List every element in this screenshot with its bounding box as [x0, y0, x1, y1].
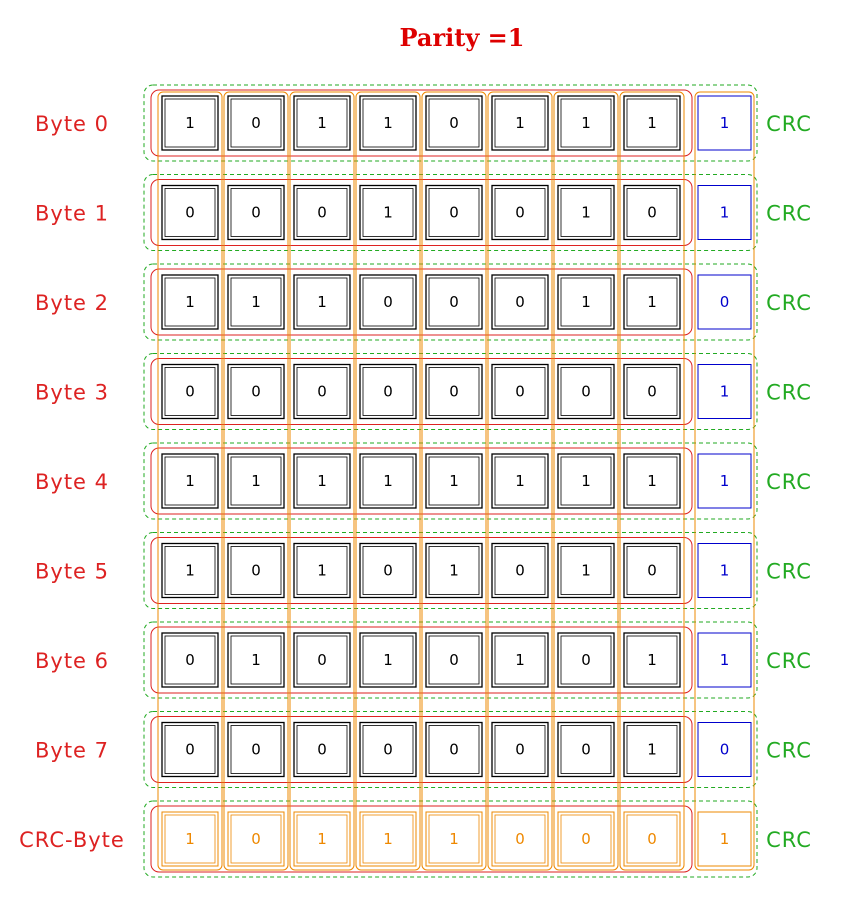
- crc-label: CRC: [766, 828, 812, 852]
- bit-value: 0: [581, 740, 591, 759]
- bit-value: 0: [515, 203, 525, 222]
- bit-value: 0: [251, 561, 261, 580]
- crc-label: CRC: [766, 649, 812, 673]
- bit-value: 0: [647, 830, 657, 848]
- bit-value: 1: [251, 472, 261, 490]
- bit-grid: [19, 85, 812, 877]
- bit-value: 0: [581, 382, 591, 401]
- crc-label: CRC: [766, 380, 812, 405]
- bit-value: 0: [515, 561, 525, 580]
- bit-value: 1: [647, 651, 657, 669]
- bit-value: 0: [383, 293, 393, 311]
- bit-value: 0: [515, 740, 525, 759]
- bit-value: 0: [317, 740, 327, 759]
- row-label: Byte 3: [34, 380, 110, 405]
- bit-value: 0: [449, 382, 459, 401]
- bit-value: 0: [251, 830, 261, 848]
- bit-value: 0: [317, 651, 327, 669]
- bit-value: 1: [185, 830, 195, 848]
- bit-value: 1: [581, 561, 591, 580]
- row-label: Byte 1: [34, 201, 110, 226]
- crc-value: 0: [719, 293, 730, 311]
- bit-value: 1: [383, 472, 393, 490]
- crc-value: 1: [719, 382, 730, 401]
- crc-value: 1: [719, 830, 730, 848]
- diagram-title: Parity =1: [399, 23, 525, 52]
- bit-value: 0: [449, 651, 459, 669]
- crc-value: 1: [719, 651, 730, 669]
- bit-value: 0: [515, 293, 525, 311]
- row-label: Byte 5: [34, 559, 110, 584]
- bit-value: 1: [449, 472, 459, 490]
- bit-value: 0: [515, 830, 525, 848]
- bit-value: 0: [515, 382, 525, 401]
- row-label: CRC-Byte: [19, 828, 125, 852]
- bit-value: 0: [449, 203, 459, 222]
- crc-label: CRC: [766, 738, 812, 763]
- bit-value: 0: [185, 382, 195, 401]
- bit-value: 0: [647, 561, 657, 580]
- bit-value: 1: [383, 830, 393, 848]
- row-label: Byte 7: [34, 738, 110, 763]
- bit-value: 1: [449, 561, 459, 580]
- bit-value: 0: [317, 382, 327, 401]
- bit-value: 1: [581, 293, 591, 311]
- bit-value: 0: [251, 740, 261, 759]
- bit-value: 1: [647, 293, 657, 311]
- bit-value: 0: [251, 114, 261, 132]
- bit-value: 0: [185, 203, 195, 222]
- bit-value: 1: [581, 472, 591, 490]
- bit-value: 0: [185, 651, 195, 669]
- bit-value: 0: [251, 203, 261, 222]
- row-label: Byte 6: [34, 649, 110, 673]
- bit-value: 1: [515, 114, 525, 132]
- crc-label: CRC: [766, 112, 812, 136]
- bit-value: 0: [383, 740, 393, 759]
- bit-value: 1: [185, 472, 195, 490]
- bit-value: 1: [449, 830, 459, 848]
- bit-value: 1: [251, 651, 261, 669]
- bit-value: 0: [317, 203, 327, 222]
- bit-value: 1: [317, 561, 327, 580]
- bit-value: 1: [317, 114, 327, 132]
- bit-value: 1: [251, 293, 261, 311]
- bit-value: 1: [647, 740, 657, 759]
- bit-value: 1: [515, 472, 525, 490]
- crc-value: 1: [719, 561, 730, 580]
- bit-value: 0: [251, 382, 261, 401]
- bit-value: 1: [581, 203, 591, 222]
- bit-value: 0: [185, 740, 195, 759]
- bit-value: 1: [647, 472, 657, 490]
- bit-value: 1: [185, 561, 195, 580]
- byte-row: [19, 801, 812, 877]
- crc-value: 1: [719, 472, 730, 490]
- bit-value: 1: [383, 651, 393, 669]
- bit-value: 1: [515, 651, 525, 669]
- bit-value: 1: [581, 114, 591, 132]
- row-label: Byte 4: [34, 470, 110, 494]
- bit-value: 1: [647, 114, 657, 132]
- row-label: Byte 0: [34, 112, 110, 136]
- crc-value: 1: [719, 203, 730, 222]
- bit-value: 1: [185, 293, 195, 311]
- bit-value: 0: [383, 382, 393, 401]
- crc-value: 0: [719, 740, 730, 759]
- row-label: Byte 2: [34, 291, 110, 315]
- crc-label: CRC: [766, 201, 812, 226]
- bit-value: 0: [383, 561, 393, 580]
- bit-value: 0: [647, 203, 657, 222]
- crc-value: 1: [719, 114, 730, 132]
- crc-label: CRC: [766, 559, 812, 584]
- bit-value: 0: [449, 114, 459, 132]
- bit-value: 1: [383, 114, 393, 132]
- bit-value: 0: [647, 382, 657, 401]
- bit-value: 0: [449, 293, 459, 311]
- bit-value: 0: [581, 651, 591, 669]
- bit-value: 0: [581, 830, 591, 848]
- bit-value: 1: [317, 472, 327, 490]
- bit-value: 1: [317, 293, 327, 311]
- bit-value: 0: [449, 740, 459, 759]
- bit-value: 1: [185, 114, 195, 132]
- bit-value: 1: [383, 203, 393, 222]
- crc-label: CRC: [766, 291, 812, 315]
- crc-label: CRC: [766, 470, 812, 494]
- bit-value: 1: [317, 830, 327, 848]
